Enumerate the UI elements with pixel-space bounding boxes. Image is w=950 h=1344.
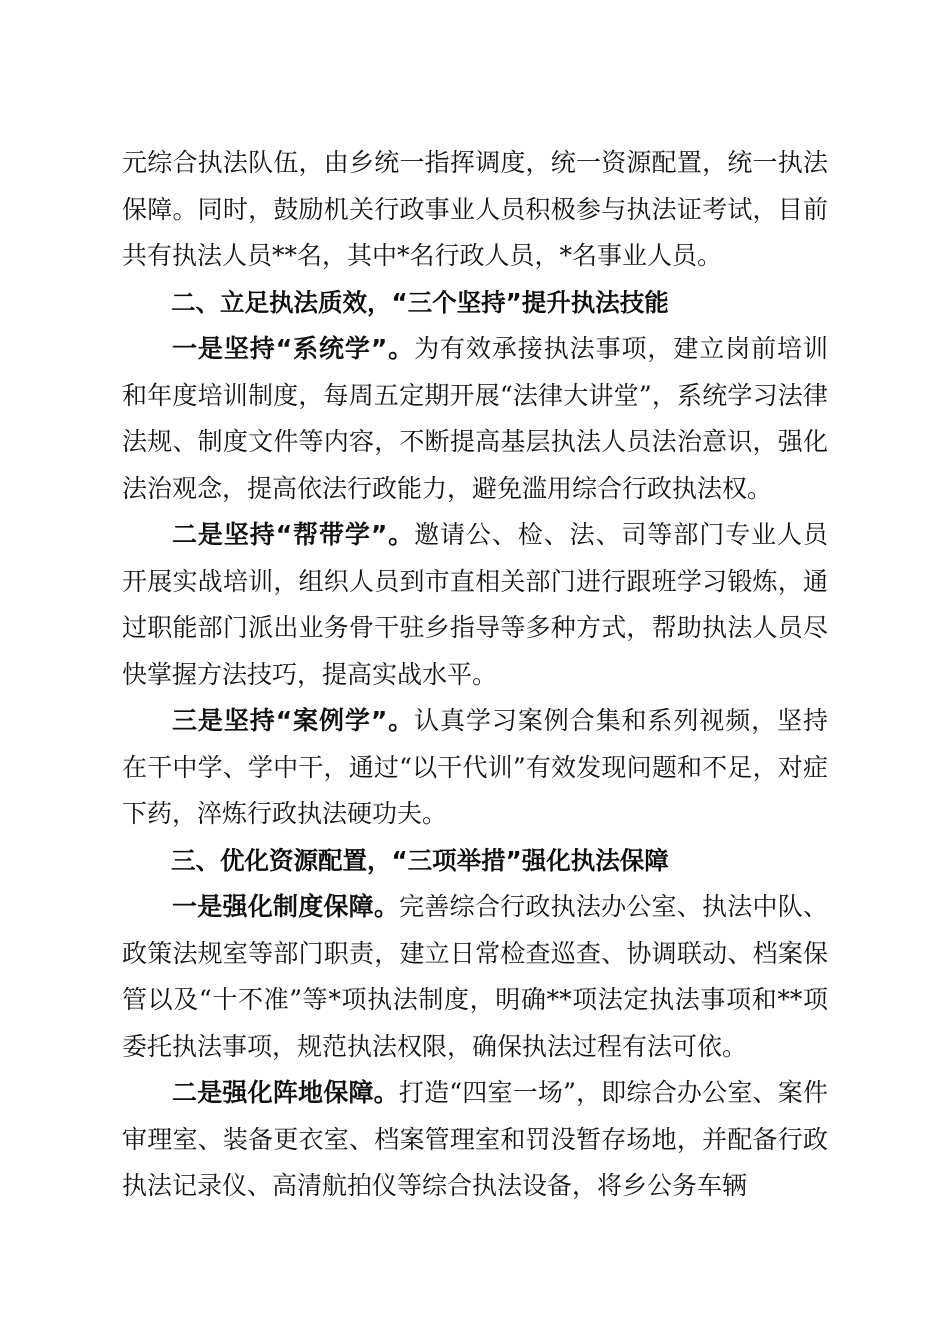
paragraph-lead: 一是强化制度保障。 xyxy=(172,892,400,921)
paragraph-mentoring-learning xyxy=(122,512,828,698)
paragraph-case-learning xyxy=(122,698,828,838)
paragraph-body: 邀请公、检、法、司等部门专业人员开展实战培训，组织人员到市直相关部门进行跟班学习锻炼，通过职能部门派出业务骨干驻乡指导等多种方式，帮助执法人员尽快掌握方法技巧，提高实战水平。 xyxy=(122,520,828,689)
section-heading-2: 二、立足执法质效，“三个坚持”提升执法技能 xyxy=(171,287,669,317)
paragraph-body: 打造“四室一场”，即综合办公室、案件审理室、装备更衣室、档案管理室和罚没暂存场地，并配备行政执法记录仪、高清航拍仪等综合执法设备，将乡公务车辆 xyxy=(122,1078,828,1200)
paragraph-position-guarantee xyxy=(122,1070,828,1210)
paragraph-system-guarantee xyxy=(122,884,828,1070)
paragraph-body: 认真学习案例合集和系列视频，坚持在干中学、学中干，通过“以干代训”有效发现问题和不足，对症下药，淬炼行政执法硬功夫。 xyxy=(122,706,828,828)
paragraph-lead: 二是坚持“帮带学”。 xyxy=(172,520,415,549)
paragraph-lead: 二是强化阵地保障。 xyxy=(172,1078,399,1107)
document-page xyxy=(122,140,828,1210)
section-heading-3: 三、优化资源配置，“三项举措”强化执法保障 xyxy=(171,845,669,875)
paragraph-body: 完善综合行政执法办公室、执法中队、政策法规室等部门职责，建立日常检查巡查、协调联动、档案保管以及“十不准”等*项执法制度，明确**项法定执法事项和**项委托执法事项，规范执法权限，确保执法过程有法可依。 xyxy=(122,892,828,1061)
paragraph-continuation: 元综合执法队伍，由乡统一指挥调度，统一资源配置，统一执法保障。同时，鼓励机关行政事业人员积极参与执法证考试，目前共有执法人员**名，其中*名行政人员，*名事业人员。 xyxy=(122,148,828,270)
paragraph-systematic-learning xyxy=(122,326,828,512)
paragraph-lead: 三是坚持“案例学”。 xyxy=(172,706,415,735)
paragraph-body: 为有效承接执法事项，建立岗前培训和年度培训制度，每周五定期开展“法律大讲堂”，系统学习法律法规、制度文件等内容，不断提高基层执法人员法治意识，强化法治观念，提高依法行政能力，避免滥用综合行政执法权。 xyxy=(122,334,828,503)
paragraph-lead: 一是坚持“系统学”。 xyxy=(172,334,415,363)
